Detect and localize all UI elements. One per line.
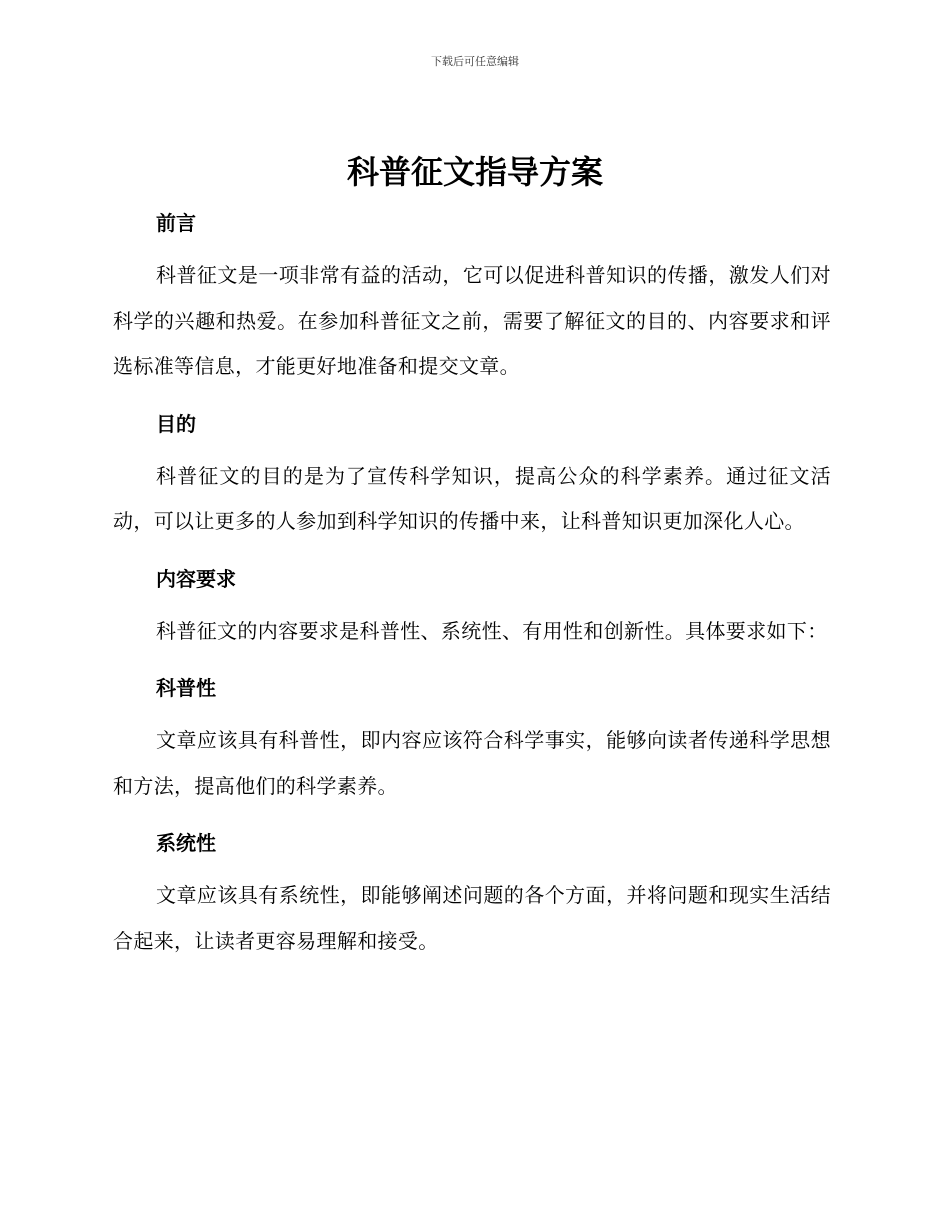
section-paragraph: 科普征文是一项非常有益的活动，它可以促进科普知识的传播，激发人们对科学的兴趣和热爱。在参加科普征文之前，需要了解征文的目的、内容要求和评选标准等信息，才能更好地准备和提交文章。	[113, 263, 831, 378]
section-heading: 目的	[156, 411, 196, 436]
section-purpose	[113, 404, 831, 545]
section-heading: 科普性	[156, 676, 216, 700]
page-header-note: 下载后可任意编辑	[431, 55, 519, 68]
section-paragraph: 科普征文的内容要求是科普性、系统性、有用性和创新性。具体要求如下：	[156, 618, 828, 643]
document-title: 科普征文指导方案	[346, 153, 603, 191]
section-heading: 前言	[156, 211, 196, 235]
section-heading: 系统性	[156, 831, 216, 855]
section-content-requirements	[113, 559, 831, 655]
section-popular-science	[113, 668, 831, 809]
section-paragraph: 文章应该具有系统性，即能够阐述问题的各个方面，并将问题和现实生活结合起来，让读者更容易理解和接受。	[113, 883, 831, 953]
section-systematic	[113, 823, 831, 964]
document-body	[113, 203, 831, 978]
section-heading: 内容要求	[156, 566, 236, 591]
section-preface	[113, 203, 831, 390]
section-paragraph: 科普征文的目的是为了宣传科学知识，提高公众的科学素养。通过征文活动，可以让更多的人参加到科学知识的传播中来，让科普知识更加深化人心。	[113, 463, 831, 533]
section-paragraph: 文章应该具有科普性，即内容应该符合科学事实，能够向读者传递科学思想和方法，提高他们的科学素养。	[113, 728, 831, 798]
